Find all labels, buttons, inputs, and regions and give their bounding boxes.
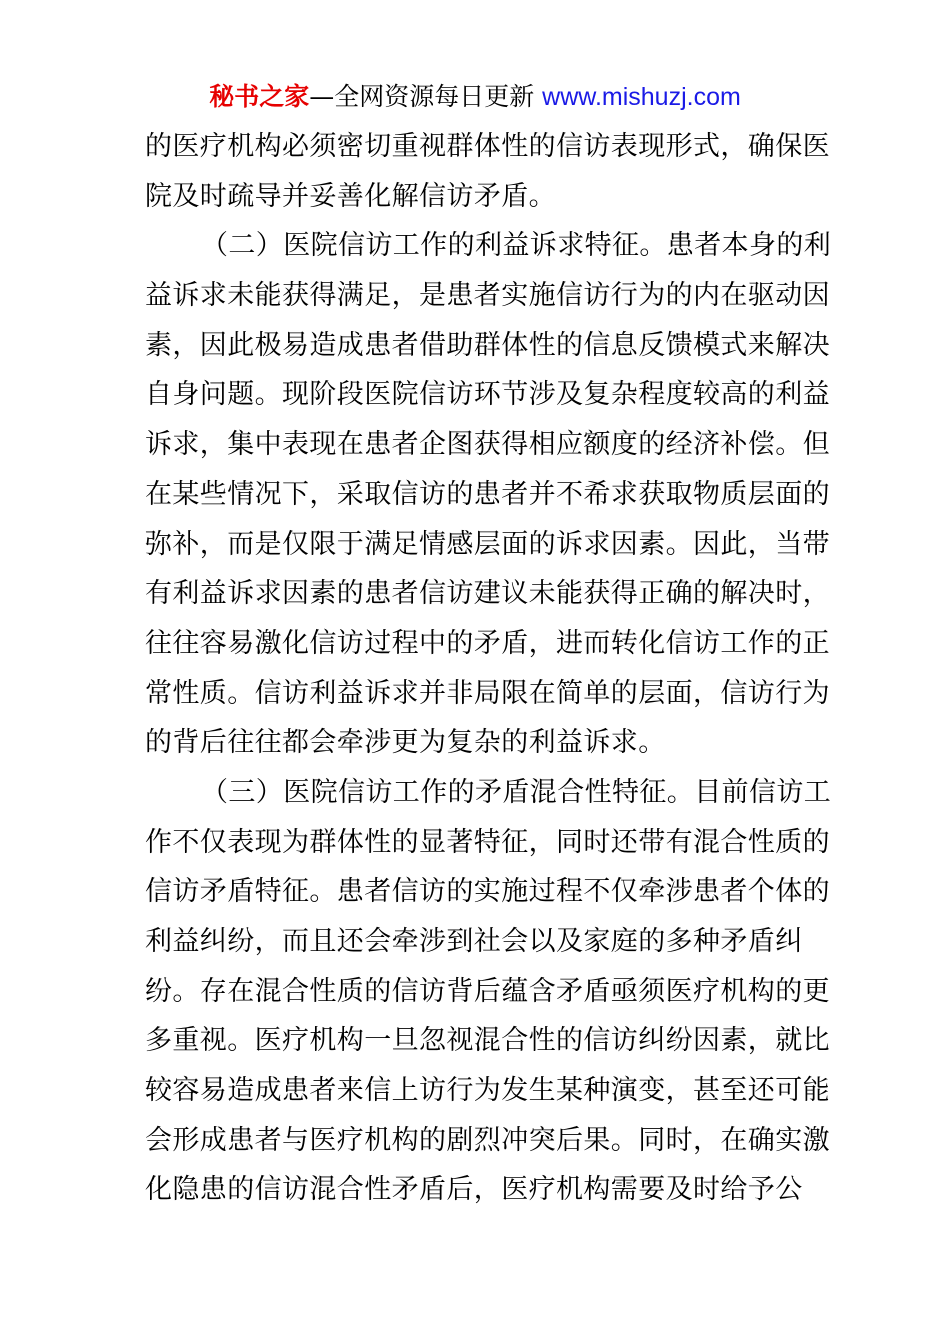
document-body (145, 122, 832, 1215)
text-line: （二）医院信访工作的利益诉求特征。患者本身的利 (201, 230, 832, 262)
site-header (0, 82, 950, 112)
text-line: 化隐患的信访混合性矛盾后，医疗机构需要及时给予公 (145, 1174, 803, 1206)
text-line: 往往容易激化信访过程中的矛盾，进而转化信访工作的正 (145, 627, 830, 659)
site-tagline: —全网资源每日更新 (309, 82, 543, 111)
text-line: 院及时疏导并妥善化解信访矛盾。 (145, 180, 556, 212)
text-line: 的背后往往都会牵涉更为复杂的利益诉求。 (145, 727, 666, 759)
text-line: 诉求，集中表现在患者企图获得相应额度的经济补偿。但 (145, 429, 830, 461)
text-line: 素，因此极易造成患者借助群体性的信息反馈模式来解决 (145, 329, 830, 361)
text-line: 作不仅表现为群体性的显著特征，同时还带有混合性质的 (145, 826, 830, 858)
text-line: （三）医院信访工作的矛盾混合性特征。目前信访工 (201, 776, 832, 808)
text-line: 较容易造成患者来信上访行为发生某种演变，甚至还可能 (145, 1075, 830, 1107)
text-line: 信访矛盾特征。患者信访的实施过程不仅牵涉患者个体的 (145, 876, 830, 908)
text-line: 纷。存在混合性质的信访背后蕴含矛盾亟须医疗机构的更 (145, 975, 830, 1007)
text-line: 会形成患者与医疗机构的剧烈冲突后果。同时，在确实激 (145, 1124, 830, 1156)
site-brand: 秘书之家 (209, 82, 310, 111)
text-line: 有利益诉求因素的患者信访建议未能获得正确的解决时， (145, 578, 830, 610)
text-line: 自身问题。现阶段医院信访环节涉及复杂程度较高的利益 (145, 379, 830, 411)
text-line: 的医疗机构必须密切重视群体性的信访表现形式，确保医 (145, 131, 830, 162)
text-line: 在某些情况下，采取信访的患者并不希求获取物质层面的 (145, 478, 830, 510)
text-line: 利益纠纷，而且还会牵涉到社会以及家庭的多种矛盾纠 (145, 926, 803, 957)
text-line: 常性质。信访利益诉求并非局限在简单的层面，信访行为 (145, 677, 830, 709)
text-line: 弥补，而是仅限于满足情感层面的诉求因素。因此，当带 (145, 528, 830, 560)
text-line: 益诉求未能获得满足，是患者实施信访行为的内在驱动因 (145, 280, 830, 312)
site-url-link[interactable]: www.mishuzj.com (542, 83, 741, 111)
text-line: 多重视。医疗机构一旦忽视混合性的信访纠纷因素，就比 (145, 1025, 830, 1057)
